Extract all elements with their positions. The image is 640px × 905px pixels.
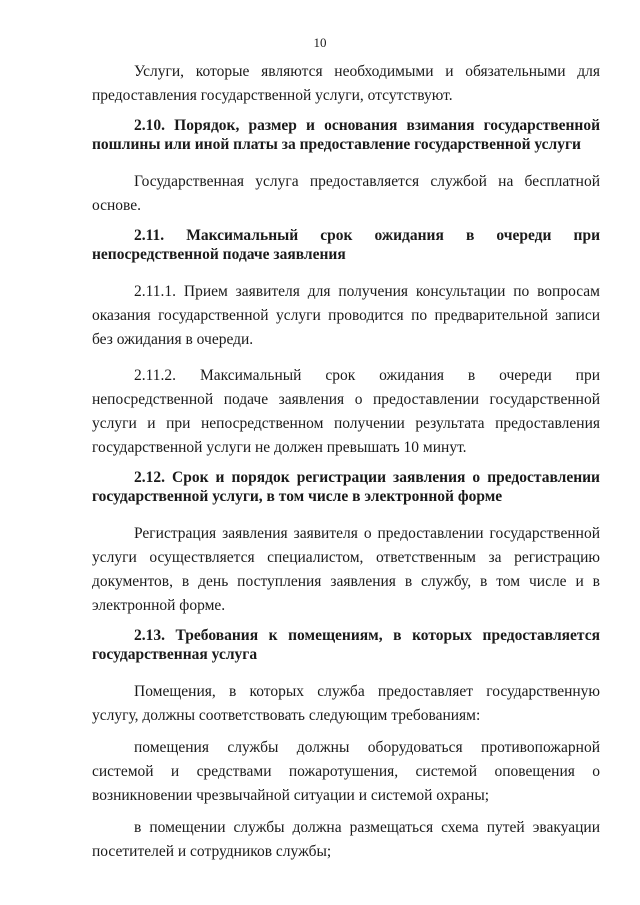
- paragraph-2-11-1: 2.11.1. Прием заявителя для получения консультации по вопросам оказания государственной услуги проводится по предварительной записи без ожидания в очереди.: [92, 283, 600, 348]
- paragraph-2-11-2: 2.11.2. Максимальный срок ожидания в очереди при непосредственной подаче заявления о предоставлении государственной услуги и при непосредственном получении результата предоставления государственной услуги не должен превышать 10 минут.: [92, 367, 600, 456]
- heading-2-13: 2.13. Требования к помещениям, в которых предоставляется государственная услуга: [92, 627, 600, 663]
- paragraph-registration: Регистрация заявления заявителя о предоставлении государственной услуги осуществляется специалистом, ответственным за регистрацию документов, в день поступления заявления в службу, в том числе и в электронной форме.: [92, 525, 600, 614]
- page-number: 10: [313, 35, 327, 50]
- paragraph-premises-requirements: Помещения, в которых служба предоставляет государственную услугу, должны соответствовать следующим требованиям:: [92, 683, 600, 724]
- paragraph-fire-safety: помещения службы должны оборудоваться противопожарной системой и средствами пожаротушения, системой оповещения о возникновении чрезвычайной ситуации и системой охраны;: [92, 739, 600, 804]
- heading-2-11: 2.11. Максимальный срок ожидания в очереди при непосредственной подаче заявления: [92, 227, 600, 263]
- heading-2-10: 2.10. Порядок, размер и основания взимания государственной пошлины или иной платы за предоставление государственной услуги: [92, 117, 600, 153]
- heading-2-12: 2.12. Срок и порядок регистрации заявления о предоставлении государственной услуги, в том числе в электронной форме: [92, 469, 600, 505]
- document-body: [92, 60, 600, 864]
- paragraph-services-absent: Услуги, которые являются необходимыми и обязательными для предоставления государственной услуги, отсутствуют.: [92, 63, 600, 104]
- paragraph-evacuation-scheme: в помещении службы должна размещаться схема путей эвакуации посетителей и сотрудников службы;: [92, 819, 600, 860]
- paragraph-free-service: Государственная услуга предоставляется службой на бесплатной основе.: [92, 173, 600, 214]
